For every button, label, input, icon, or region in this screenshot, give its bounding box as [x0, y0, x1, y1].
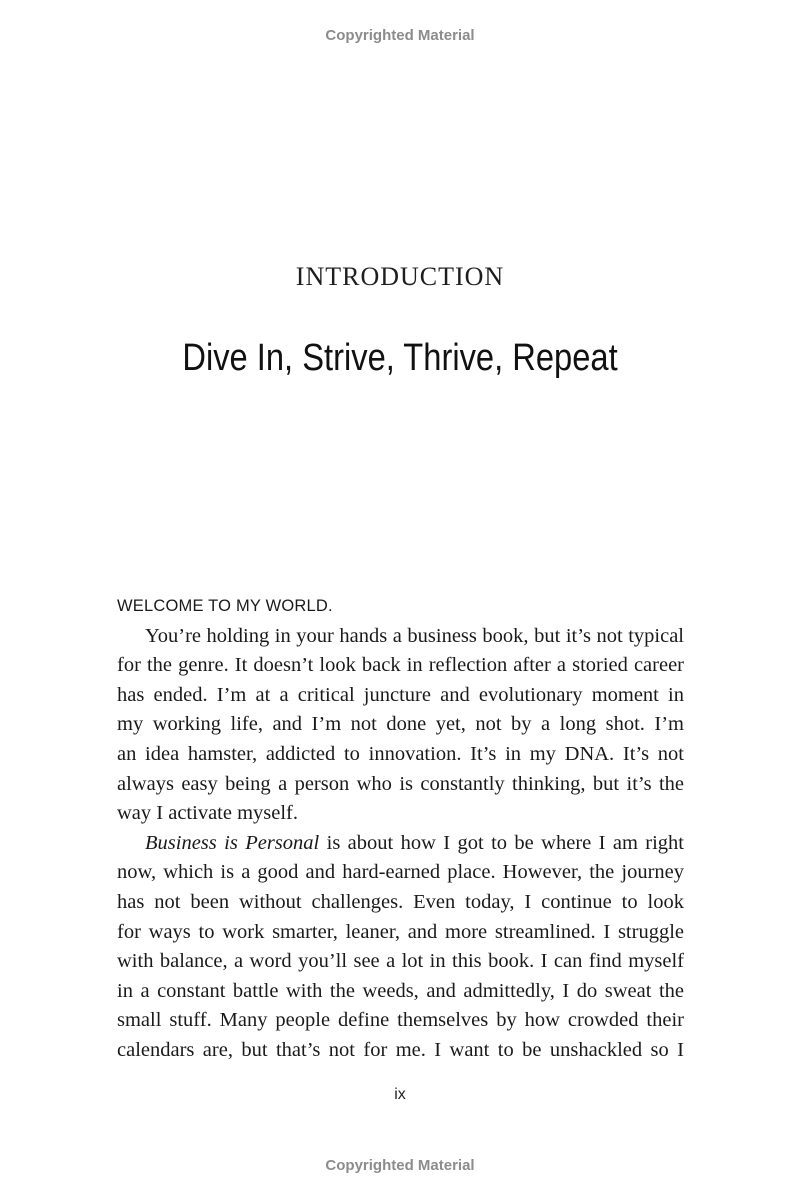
text-line: an idea hamster, addicted to innovation. It’s in my DNA. It’s not — [117, 742, 684, 765]
text-line: You’re holding in your hands a business book, but it’s not typical — [145, 624, 684, 647]
text-line: way I activate myself. — [117, 802, 299, 825]
book-title-italic: Business is Personal — [145, 831, 320, 854]
paragraph-1 — [117, 622, 684, 829]
page-number: ix — [394, 1086, 406, 1103]
body-text — [117, 592, 684, 1066]
text-line: with balance, a word you’ll see a lot in this book. I can find myself — [117, 950, 684, 973]
text-fragment: is about how I got to be where I am right — [319, 831, 684, 854]
text-line: my working life, and I’m not done yet, not by a long shot. I’m — [117, 713, 684, 736]
chapter-label: INTRODUCTION — [295, 262, 505, 291]
text-line: now, which is a good and hard-earned place. However, the journey — [117, 861, 684, 884]
paragraph-2 — [117, 829, 684, 1066]
text-line: for the genre. It doesn’t look back in reflection after a storied career — [117, 654, 684, 677]
text-line — [117, 829, 684, 859]
text-line: always easy being a person who is constantly thinking, but it’s the — [117, 772, 684, 795]
text-line: calendars are, but that’s not for me. I want to be unshackled so I — [117, 1038, 684, 1061]
text-line: has not been without challenges. Even today, I continue to look — [117, 890, 684, 913]
text-line: small stuff. Many people define themselves by how crowded their — [117, 1009, 684, 1032]
text-line: for ways to work smarter, leaner, and more streamlined. I struggle — [117, 920, 684, 943]
lead-in: WELCOME TO MY WORLD. — [117, 597, 333, 615]
copyright-watermark-bottom: Copyrighted Material — [325, 1157, 475, 1174]
chapter-title: Dive In, Strive, Thrive, Repeat — [182, 337, 618, 379]
text-line: in a constant battle with the weeds, and admittedly, I do sweat the — [117, 979, 684, 1002]
copyright-watermark-top: Copyrighted Material — [325, 27, 475, 44]
text-line: has ended. I’m at a critical juncture and evolutionary moment in — [117, 683, 684, 706]
